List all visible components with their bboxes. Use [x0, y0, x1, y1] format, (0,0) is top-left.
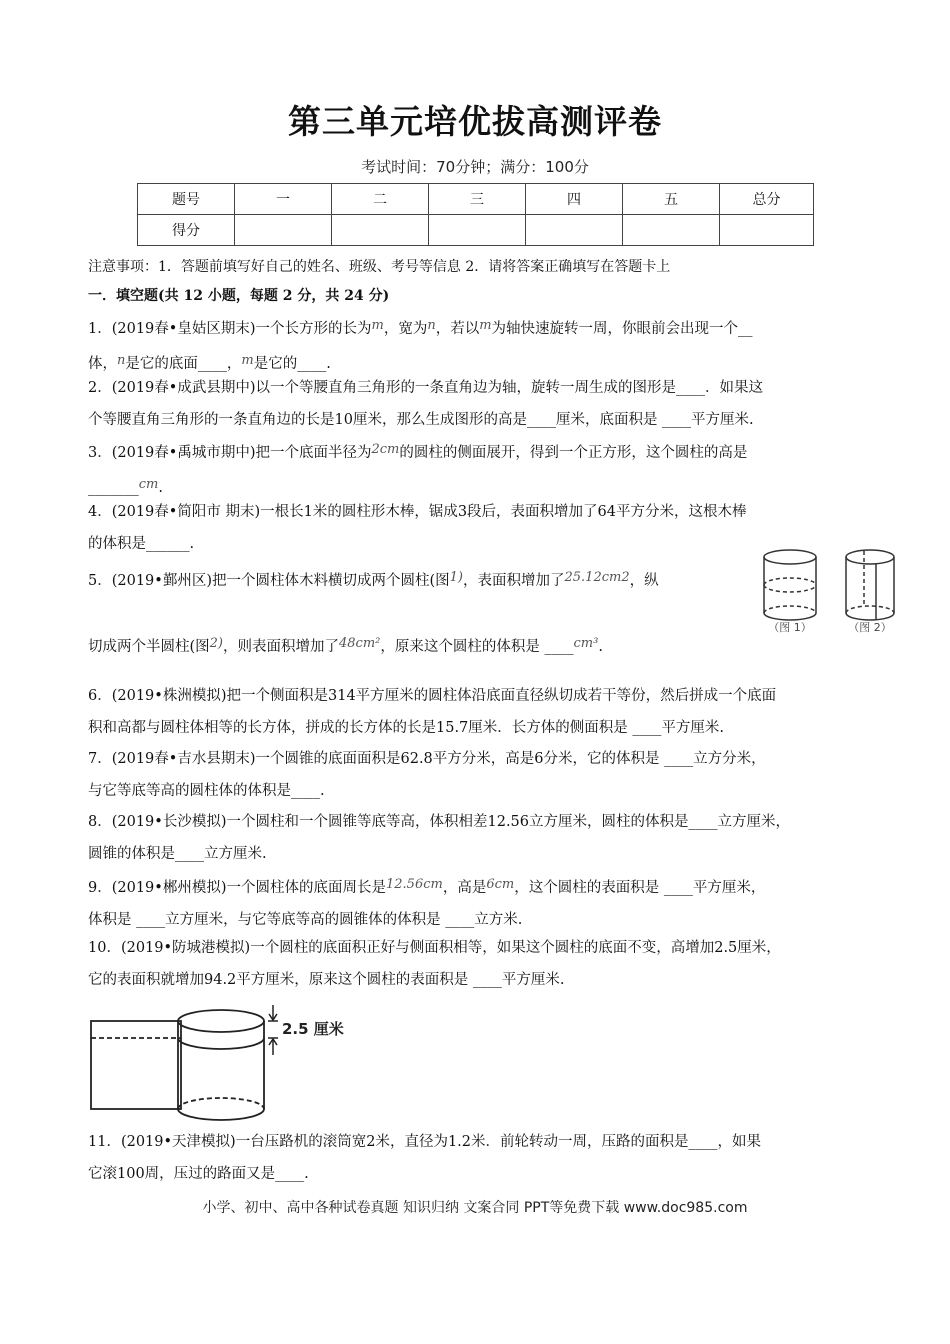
- question-8: [88, 806, 870, 870]
- score-cell[interactable]: [720, 215, 814, 246]
- question-line: 积和高都与圆柱体相等的长方体，拼成的长方体的长是15.7厘米．长方体的侧面积是 ____平方厘米.: [88, 720, 724, 736]
- math-value: 25.12cm2: [564, 570, 630, 585]
- score-cell[interactable]: [526, 215, 623, 246]
- page-title: 第三单元培优拔高测评卷: [288, 102, 662, 141]
- question-line: [88, 562, 768, 597]
- exam-info: 考试时间：70分钟；满分：100分: [361, 158, 589, 176]
- text: 9．(2019•郴州模拟)一个圆柱体的底面周长是: [88, 880, 386, 896]
- score-table-header-row: [138, 184, 814, 215]
- question-5-cont: [88, 628, 768, 663]
- cylinder-figures: [752, 545, 902, 637]
- question-line: 7．(2019春•吉水县期末)一个圆锥的底面面积是62.8平方分米，高是6分米，它的体积是 ____立方分米，: [88, 751, 766, 767]
- question-6: [88, 680, 870, 744]
- text: 是它的底面____，: [125, 356, 242, 372]
- fig-ref: 1): [449, 570, 463, 585]
- score-table-score-row: [138, 215, 814, 246]
- question-line: 圆锥的体积是____立方厘米.: [88, 846, 267, 862]
- question-line: 10．(2019•防城港模拟)一个圆柱的底面积正好与侧面积相等，如果这个圆柱的底面不变，高增加2.5厘米，: [88, 940, 781, 956]
- text: 体，: [88, 356, 117, 372]
- text: .: [598, 639, 603, 655]
- math-unit: cm³: [573, 636, 599, 651]
- section-title: 一．填空题(共 12 小题，每题 2 分，共 24 分): [88, 288, 390, 304]
- text: ，这个圆柱的表面积是 ____平方厘米，: [514, 880, 766, 896]
- text: 3．(2019春•禹城市期中)把一个底面半径为: [88, 445, 372, 461]
- score-table: [137, 183, 814, 246]
- question-line: 11．(2019•天津模拟)一台压路机的滚筒宽2米，直径为1.2米．前轮转动一周，压路的面积是____，如果: [88, 1134, 762, 1150]
- cylinder-figure-2: [846, 550, 894, 620]
- cylinder-shape: [178, 1010, 264, 1120]
- cylinder-unroll-figure: [88, 1003, 348, 1121]
- header-cell: 二: [332, 184, 429, 215]
- fig-ref: 2): [209, 636, 223, 651]
- text: 5．(2019•鄞州区)把一个圆柱体木料横切成两个圆柱(图: [88, 573, 450, 589]
- question-10: [88, 932, 870, 996]
- header-cell: 三: [429, 184, 526, 215]
- header-cell: 题号: [138, 184, 235, 215]
- question-1: [88, 310, 870, 380]
- question-line: [88, 310, 870, 345]
- question-line: [88, 869, 870, 904]
- text: .: [158, 480, 163, 496]
- height-label: 2.5 厘米: [282, 1020, 344, 1038]
- question-line: 8．(2019•长沙模拟)一个圆柱和一个圆锥等底等高，体积相差12.56立方厘米，圆柱的体积是____立方厘米，: [88, 814, 791, 830]
- question-line: 的体积是______.: [88, 536, 195, 552]
- question-7: [88, 743, 870, 807]
- question-line: 它滚100周，压过的路面又是____.: [88, 1166, 309, 1182]
- cylinder-figure-1: [764, 550, 816, 620]
- question-line: 与它等底等高的圆柱体的体积是____.: [88, 783, 325, 799]
- text: ，若以: [435, 321, 480, 337]
- math-value: 12.56cm: [386, 877, 443, 892]
- text: ，原来这个圆柱的体积是 ____: [380, 639, 574, 655]
- question-line: 4．(2019春•简阳市 期末)一根长1米的圆柱形木棒，锯成3段后，表面积增加了64平方分米，这根木棒: [88, 504, 747, 520]
- score-cell[interactable]: [235, 215, 332, 246]
- math-var: m: [479, 318, 492, 333]
- answer-blank[interactable]: _______: [88, 480, 139, 496]
- text: 切成两个半圆柱(图: [88, 639, 210, 655]
- row-label: 得分: [138, 215, 235, 246]
- figure-2-label: （图 2）: [848, 621, 892, 634]
- notice: 注意事项：1．答题前填写好自己的姓名、班级、考号等信息 2．请将答案正确填写在答题卡上: [88, 259, 671, 275]
- footer: 小学、初中、高中各种试卷真题 知识归纳 文案合同 PPT等免费下载 www.doc985.com: [202, 1200, 748, 1216]
- question-line: [88, 628, 768, 663]
- unrolled-rectangle: [91, 1021, 181, 1109]
- question-line: [88, 434, 870, 469]
- score-cell[interactable]: [623, 215, 720, 246]
- header-cell: 一: [235, 184, 332, 215]
- figure-1-label: （图 1）: [768, 621, 812, 634]
- text: 1．(2019春•皇姑区期末)一个长方形的长为: [88, 321, 372, 337]
- score-cell[interactable]: [429, 215, 526, 246]
- text: ，宽为: [383, 321, 428, 337]
- math-value: 2cm: [371, 442, 400, 457]
- question-3: [88, 434, 870, 504]
- question-line: 体积是 ____立方厘米，与它等底等高的圆锥体的体积是 ____立方米.: [88, 912, 523, 928]
- math-var: n: [117, 353, 126, 368]
- math-unit: cm: [138, 477, 159, 492]
- score-cell[interactable]: [332, 215, 429, 246]
- text: ，高是: [442, 880, 487, 896]
- text: ，则表面积增加了: [223, 639, 339, 655]
- header-cell: 总分: [720, 184, 814, 215]
- question-2: [88, 372, 870, 436]
- question-9: [88, 869, 870, 936]
- question-line: 6．(2019•株洲模拟)把一个侧面积是314平方厘米的圆柱体沿底面直径纵切成若干等份，然后拼成一个底面: [88, 688, 777, 704]
- text: 的圆柱的侧面展开，得到一个正方形，这个圆柱的高是: [399, 445, 748, 461]
- text: 是它的____.: [253, 356, 331, 372]
- header-cell: 四: [526, 184, 623, 215]
- text: ，表面积增加了: [463, 573, 565, 589]
- text: ，纵: [629, 573, 659, 589]
- math-var: n: [427, 318, 436, 333]
- math-value: 6cm: [486, 877, 515, 892]
- header-cell: 五: [623, 184, 720, 215]
- question-line: 它的表面积就增加94.2平方厘米，原来这个圆柱的表面积是 ____平方厘米.: [88, 972, 565, 988]
- question-5: [88, 562, 768, 597]
- text: 为轴快速旋转一周，你眼前会出现一个__: [491, 321, 753, 337]
- math-value: 48cm²: [339, 636, 381, 651]
- height-arrow: [268, 1005, 278, 1055]
- math-var: m: [371, 318, 384, 333]
- math-var: m: [241, 353, 254, 368]
- question-11: [88, 1126, 870, 1190]
- question-line: 个等腰直角三角形的一条直角边的长是10厘米，那么生成图形的高是____厘米，底面积是 ____平方厘米.: [88, 412, 754, 428]
- question-line: 2．(2019春•成武县期中)以一个等腰直角三角形的一条直角边为轴，旋转一周生成的图形是____．如果这: [88, 380, 763, 396]
